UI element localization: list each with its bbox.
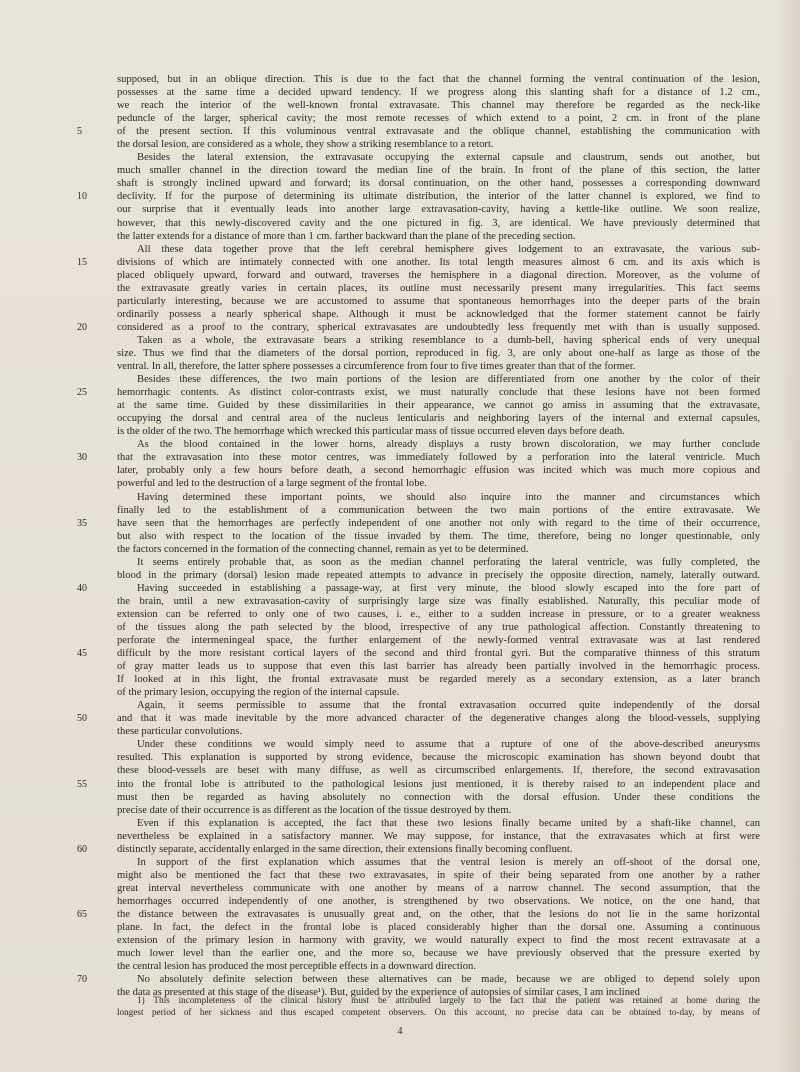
line-text: If looked at in this light, the frontal extravasate must be regarded merely as a secondary extension, as a later branch bbox=[117, 674, 760, 686]
line-text: difficult by the more resistant cortical layers of the second and third frontal gyri. But the comparative thinness of this stratum bbox=[117, 648, 760, 660]
text-line bbox=[117, 151, 760, 164]
line-text: into the frontal lobe is attributed to the pathological lesions just mentioned, it is thereby raised to an independent place and bbox=[117, 778, 760, 790]
text-line bbox=[117, 660, 760, 673]
line-text: finally led to the establishment of a communication between the two main portions of the entire extravasate. We bbox=[117, 504, 760, 516]
line-number: 35 bbox=[77, 517, 87, 529]
footnote-line: 1) This incompleteness of the clinical history must be attributed largely to the fact that the patient was retained at home during the bbox=[137, 995, 760, 1005]
text-line bbox=[117, 738, 760, 751]
text-line bbox=[77, 582, 760, 595]
text-line bbox=[117, 217, 760, 230]
line-text: however, that this newly-discovered cavity and the one pictured in fig. 3, are identical. We have previously determined that bbox=[117, 217, 760, 229]
line-text: nevertheless be explained in a satisfactory manner. We may suppose, for instance, that the extravasates which at first were bbox=[117, 830, 760, 842]
line-text: considered as a proof to the contrary, spherical extravasates are undoubtedly less frequently met with than is usually supposed. bbox=[117, 321, 760, 333]
text-line bbox=[117, 869, 760, 882]
text-line bbox=[77, 125, 760, 138]
text-line bbox=[77, 386, 760, 399]
line-text: might also be mentioned the fact that these two extravasates, in spite of their being separated from one another by a rather bbox=[117, 869, 760, 881]
line-number: 70 bbox=[77, 974, 87, 986]
text-line bbox=[117, 804, 760, 817]
line-text: of gray matter leads us to suppose that even this last barrier has already been partially involved in the hemorrhagic process. bbox=[117, 661, 760, 673]
text-line bbox=[117, 673, 760, 686]
text-line bbox=[117, 308, 760, 321]
line-number: 45 bbox=[77, 648, 87, 660]
text-line bbox=[117, 438, 760, 451]
line-text: extension of the primary lesion in harmony with gravity, we would naturally expect to find the most recent extravasate at a bbox=[117, 935, 760, 947]
line-text: As the blood contained in the lower horns, already displays a rusty brown discoloration, we may further conclude bbox=[137, 439, 760, 451]
line-text: divisions of which are intimately connected with one another. Its total length measures almost 6 cm. and its axis which is bbox=[117, 256, 760, 268]
text-line bbox=[77, 778, 760, 791]
line-number: 15 bbox=[77, 256, 87, 268]
line-text: the brain, until a new extravasation-cavity of surprisingly large size was finally established. Naturally, this peculiar mode of bbox=[117, 595, 760, 607]
text-line bbox=[77, 908, 760, 921]
line-text: the factors concerned in the formation of the connecting channel, remain as yet to be determined. bbox=[117, 543, 529, 555]
line-text: precise date of their occurrence is as different as the location of the tissue destroyed by them. bbox=[117, 804, 512, 816]
line-number: 25 bbox=[77, 387, 87, 399]
text-line bbox=[117, 477, 760, 490]
line-text: It seems entirely probable that, as soon as the median channel perforating the lateral ventricle, was fully completed, the bbox=[137, 556, 760, 568]
text-line bbox=[117, 725, 760, 738]
line-text: possesses at the same time a decided upward tendency. If we progress along this slanting shaft for a distance of 1.2 cm., bbox=[117, 87, 760, 99]
line-text: particularly interesting, because we are accustomed to assume that spontaneous hemorrhages into the deeper parts of the brain bbox=[117, 295, 760, 307]
text-line bbox=[117, 895, 760, 908]
text-line bbox=[117, 164, 760, 177]
line-text: placed obliquely upward, forward and outward, traverses the hemisphere in a diagonal direction. Moreover, as the volume of bbox=[117, 269, 760, 281]
line-text: No absolutely definite selection between these alternatives can be made, because we are obliged to depend solely upon bbox=[137, 974, 760, 986]
line-number: 55 bbox=[77, 778, 87, 790]
text-line bbox=[77, 321, 760, 334]
text-line bbox=[77, 517, 760, 530]
line-number: 10 bbox=[77, 191, 87, 203]
line-text: much lower level than the earlier one, and the more so, because we have previously observed that the pressure exerted by bbox=[117, 948, 760, 960]
text-line bbox=[117, 751, 760, 764]
line-number: 60 bbox=[77, 843, 87, 855]
text-line bbox=[117, 830, 760, 843]
line-text: these particular convolutions. bbox=[117, 726, 243, 738]
text-line bbox=[117, 791, 760, 804]
text-line bbox=[117, 243, 760, 256]
line-text: shaft is strongly inclined upward and forward; its dorsal continuation, on the other hand, possesses a corresponding downward bbox=[117, 178, 760, 190]
line-text: the central lesion has produced the most perceptible effects in a downward direction. bbox=[117, 961, 476, 973]
text-line bbox=[117, 934, 760, 947]
line-text: the distance between the extravasates is unusually great and, on the other, that the lesions do not lie in the same horizontal bbox=[117, 909, 760, 920]
line-text: extension can be referred to only one of two causes, i. e., either to a sudden increase in pressure, or to a greater weakness bbox=[117, 608, 760, 620]
line-text: that the extravasation into these motor centres, was immediately followed by a perforation into the lateral ventricle. Much bbox=[117, 452, 760, 464]
text-line bbox=[117, 608, 760, 621]
line-text: must then be regarded as having absolutely no connection with the dorsal effusion. Under these conditions the bbox=[117, 791, 760, 803]
text-line bbox=[117, 543, 760, 556]
text-line bbox=[117, 347, 760, 360]
text-line bbox=[117, 269, 760, 282]
line-text: of the present section. If this voluminous ventral extravasate and the oblique channel, establishing the communication with bbox=[117, 126, 760, 138]
line-text: perforate the intermeningeal space, the further enlargement of the newly-formed ventral extravasate was at last rendered bbox=[117, 635, 760, 647]
text-line bbox=[117, 112, 760, 125]
line-text: Having determined these important points, we should also inquire into the manner and circumstances which bbox=[137, 491, 760, 503]
text-line bbox=[117, 177, 760, 190]
footnote-line: longest period of her sickness and thus escaped competent observers. On this account, no precise data can be obtained to-day, by means of bbox=[117, 1006, 760, 1017]
line-text: size. Thus we find that the diameters of the dorsal portion, reproduced in fig. 3, are only about one-half as large as those of the bbox=[117, 347, 760, 359]
line-text: Under these conditions we would simply need to assume that a rupture of one of the above-described aneurysms bbox=[137, 739, 760, 751]
text-line bbox=[77, 256, 760, 269]
text-line bbox=[117, 230, 760, 243]
line-text: powerful and led to the destruction of a large segment of the frontal lobe. bbox=[117, 478, 427, 490]
line-text: plane. In fact, the defect in the frontal lobe is placed considerably higher than the dorsal one. Assuming a continuous bbox=[117, 922, 760, 934]
line-text: the data as presented at this stage of the disease¹). But, guided by the experience of autopsies of similar cases, I am inclined bbox=[117, 987, 640, 999]
line-number: 20 bbox=[77, 321, 87, 333]
text-line bbox=[117, 921, 760, 934]
line-text: great interval nevertheless communicate with one another by means of a narrow channel. The second assumption, that the bbox=[117, 882, 760, 894]
line-text: the extravasate greatly varies in certain places, its outline must necessarily present many irregularities. This fact seems bbox=[117, 282, 760, 294]
line-text: Besides these differences, the two main portions of the lesion are differentiated from one another by the color of their bbox=[137, 374, 760, 386]
line-text: supposed, but in an oblique direction. This is due to the fact that the channel forming the ventral continuation of the lesion, bbox=[117, 74, 760, 85]
text-line bbox=[117, 764, 760, 777]
line-text: have seen that the hemorrhages are perfectly independent of one another not only with regard to the time of their occurrence, bbox=[117, 517, 760, 529]
text-line bbox=[117, 412, 760, 425]
text-line bbox=[117, 425, 760, 438]
line-text: ventral. In all, therefore, the latter sphere possesses a circumference from four to five times greater than that of the former. bbox=[117, 361, 636, 373]
text-line bbox=[117, 203, 760, 216]
line-text: hemorrhages occurred independently of one another, is strengthened by two observations. We notice, on the one hand, that bbox=[117, 895, 760, 907]
line-number: 40 bbox=[77, 582, 87, 594]
line-text: much smaller channel in the direction toward the median line of the brain. In front of the plane of this section, the latter bbox=[117, 165, 760, 177]
text-line bbox=[117, 621, 760, 634]
text-line bbox=[117, 556, 760, 569]
text-line bbox=[77, 973, 760, 986]
line-text: later, probably only a few hours before death, a second hemorrhagic effusion was incited which was much more copious and bbox=[117, 465, 760, 477]
text-line bbox=[117, 282, 760, 295]
line-text: blood in the primary (dorsal) lesion made repeated attempts to advance in precisely the opposite direction, namely, laterally outward. bbox=[117, 569, 760, 581]
body-text bbox=[77, 73, 760, 999]
line-text: we reach the interior of the well-known frontal extravasate. This channel may therefore be regarded as the neck-like bbox=[117, 100, 760, 112]
text-line bbox=[117, 947, 760, 960]
line-number: 65 bbox=[77, 909, 87, 920]
line-text: occupying the dorsal and central area of the nucleus lenticularis and neighboring layers of the internal and external capsules, bbox=[117, 413, 760, 425]
text-line bbox=[117, 856, 760, 869]
line-text: In support of the first explanation which assumes that the ventral lesion is merely an off-shoot of the dorsal one, bbox=[137, 856, 760, 868]
text-line bbox=[117, 138, 760, 151]
line-number: 5 bbox=[77, 126, 82, 138]
line-text: the latter extends for a distance of more than 1 cm. farther backward than the plane of the preceding section. bbox=[117, 230, 576, 242]
page-gutter-shadow bbox=[778, 0, 800, 1072]
line-text: All these data together prove that the left cerebral hemisphere gives lodgement to an extravasate, the various sub- bbox=[137, 243, 760, 255]
line-text: ordinarily possess a nearly spherical shape. Although it must be acknowledged that the former statement cannot be fairly bbox=[117, 308, 760, 320]
text-line bbox=[77, 451, 760, 464]
line-text: distinctly separate, accidentally enlarged in the same direction, their extensions finally becoming confluent. bbox=[117, 843, 573, 855]
page-number: 4 bbox=[397, 1026, 403, 1037]
line-text: is the older of the two. The hemorrhage which wrecked this particular mass of tissue occurred eleven days before death. bbox=[117, 426, 625, 438]
line-text: Even if this explanation is accepted, the fact that these two lesions finally became united by a shaft-like channel, can bbox=[137, 817, 760, 829]
text-line bbox=[117, 882, 760, 895]
text-line bbox=[117, 73, 760, 86]
text-line bbox=[117, 99, 760, 112]
text-line bbox=[117, 686, 760, 699]
text-line bbox=[117, 504, 760, 517]
text-line bbox=[117, 634, 760, 647]
line-text: and that it was made inevitable by the more advanced character of the degenerative changes along the blood-vessels, supplying bbox=[117, 713, 760, 725]
line-text: resulted. This explanation is supported by strong evidence, because the microscopic examination has shown beyond doubt that bbox=[117, 752, 760, 764]
text-line bbox=[117, 569, 760, 582]
line-text: at the same time. Guided by these dissimilarities in their appearance, we cannot go amiss in assuming that the extravasate, bbox=[117, 400, 760, 412]
line-number: 50 bbox=[77, 713, 87, 725]
line-text: these blood-vessels are beset with many diffuse, as well as circumscribed enlargements. If, therefore, the second extravasation bbox=[117, 765, 760, 777]
line-text: Again, it seems permissible to assume that the frontal extravasation occurred quite independently of the dorsal bbox=[137, 700, 760, 712]
line-text: our surprise that it eventually leads into another large extravasation-cavity, having a kettle-like outline. We soon realize, bbox=[117, 204, 760, 216]
text-line bbox=[77, 190, 760, 203]
text-line bbox=[117, 86, 760, 99]
footnotes bbox=[117, 995, 760, 1018]
text-line bbox=[117, 595, 760, 608]
text-line bbox=[117, 360, 760, 373]
line-number: 30 bbox=[77, 452, 87, 464]
text-line bbox=[117, 464, 760, 477]
text-line bbox=[77, 843, 760, 856]
text-line bbox=[117, 491, 760, 504]
line-text: of the primary lesion, occupying the region of the internal capsule. bbox=[117, 687, 400, 699]
line-text: hemorrhagic contents. As distinct color-contrasts exist, we must naturally conclude that these lesions have not been formed bbox=[117, 387, 760, 399]
text-line bbox=[117, 295, 760, 308]
line-text: the dorsal lesion, are considered as a whole, they show a striking resemblance to a retort. bbox=[117, 139, 494, 151]
text-line bbox=[77, 712, 760, 725]
line-text: Taken as a whole, the extravasate bears a striking resemblance to a dumb-bell, having spherical ends of very unequal bbox=[137, 334, 760, 346]
text-line bbox=[117, 817, 760, 830]
line-text: Having succeeded in establishing a passage-way, at first very minute, the blood slowly escaped into the fore part of bbox=[137, 582, 760, 594]
text-line bbox=[117, 334, 760, 347]
text-line bbox=[77, 647, 760, 660]
text-line bbox=[117, 373, 760, 386]
line-text: of the tissues along the path selected by the blood, irrespective of any true pathological affection. Constantly threatening to bbox=[117, 621, 760, 633]
text-line bbox=[117, 530, 760, 543]
line-text: declivity. If for the purpose of determining its ultimate distribution, the interior of the latter channel is explored, we find to bbox=[117, 191, 760, 203]
text-line bbox=[117, 699, 760, 712]
text-line bbox=[117, 960, 760, 973]
text-line bbox=[117, 399, 760, 412]
line-text: Besides the lateral extension, the extravasate occupying the external capsule and claustrum, sends out another, but bbox=[137, 152, 760, 164]
line-text: but also with respect to the location of the tissue invaded by them. The time, therefore, being no longer questionable, only bbox=[117, 530, 760, 542]
line-text: peduncle of the larger, spherical cavity; the most remote recesses of which extend to a point, 2 cm. in front of the plane bbox=[117, 113, 760, 125]
